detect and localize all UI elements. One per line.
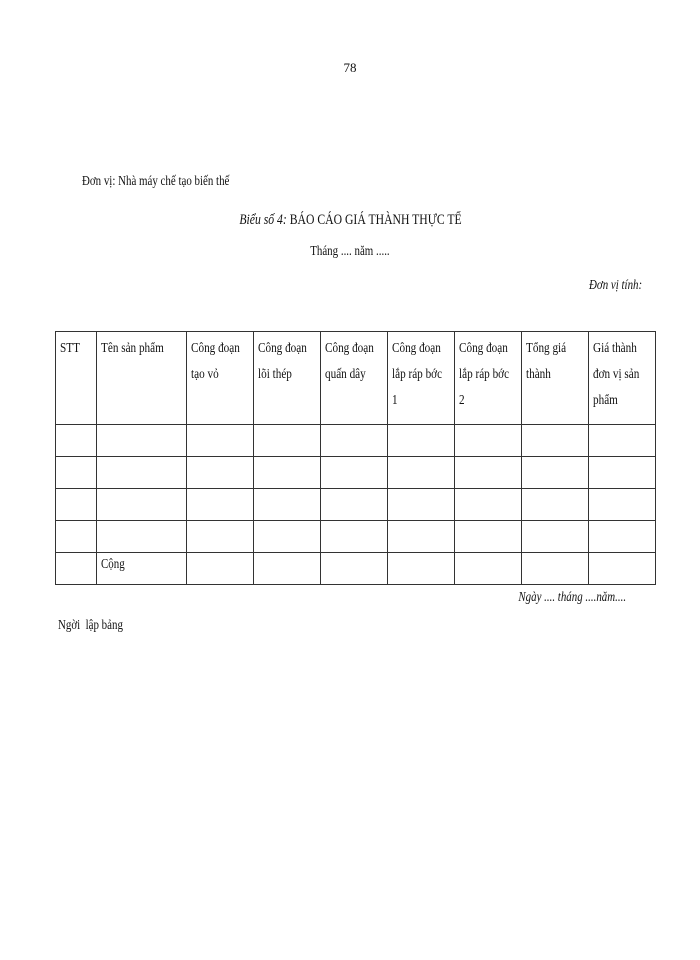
table-row <box>56 457 656 489</box>
table-row <box>56 489 656 521</box>
title-text: BÁO CÁO GIÁ THÀNH THỰC TẾ <box>289 212 462 228</box>
header-stage-core: Công đoạn lõi thép <box>254 332 321 425</box>
unit-line: Đơn vị: Nhà máy chế tạo biến thế <box>82 174 230 189</box>
header-unit-cost: Giá thành đơn vị sản phẩm <box>589 332 656 425</box>
header-stage-casing: Công đoạn tạo vỏ <box>187 332 254 425</box>
table-total-row <box>56 553 656 585</box>
currency-unit: Đơn vị tính: <box>588 278 642 293</box>
form-number: Biểu số 4: <box>238 212 287 228</box>
page-number: 78 <box>343 60 357 75</box>
header-stage-assembly-1: Công đoạn lắp ráp bớc 1 <box>388 332 455 425</box>
report-title <box>0 212 700 229</box>
header-stage-winding: Công đoạn quấn dây <box>321 332 388 425</box>
header-product-name: Tên sản phẩm <box>97 332 187 425</box>
total-label: Cộng <box>97 553 187 585</box>
table-row <box>56 425 656 457</box>
period-line: Tháng .... năm ..... <box>310 244 390 259</box>
table-row <box>56 521 656 553</box>
table-header-row <box>56 332 656 425</box>
header-stage-assembly-2: Công đoạn lắp ráp bớc 2 <box>455 332 522 425</box>
header-stt: STT <box>56 332 97 425</box>
date-line: Ngày .... tháng ....năm.... <box>518 590 626 605</box>
preparer-label: Ngời lập bảng <box>58 618 123 633</box>
cost-table <box>55 331 656 585</box>
header-total-cost: Tổng giá thành <box>522 332 589 425</box>
